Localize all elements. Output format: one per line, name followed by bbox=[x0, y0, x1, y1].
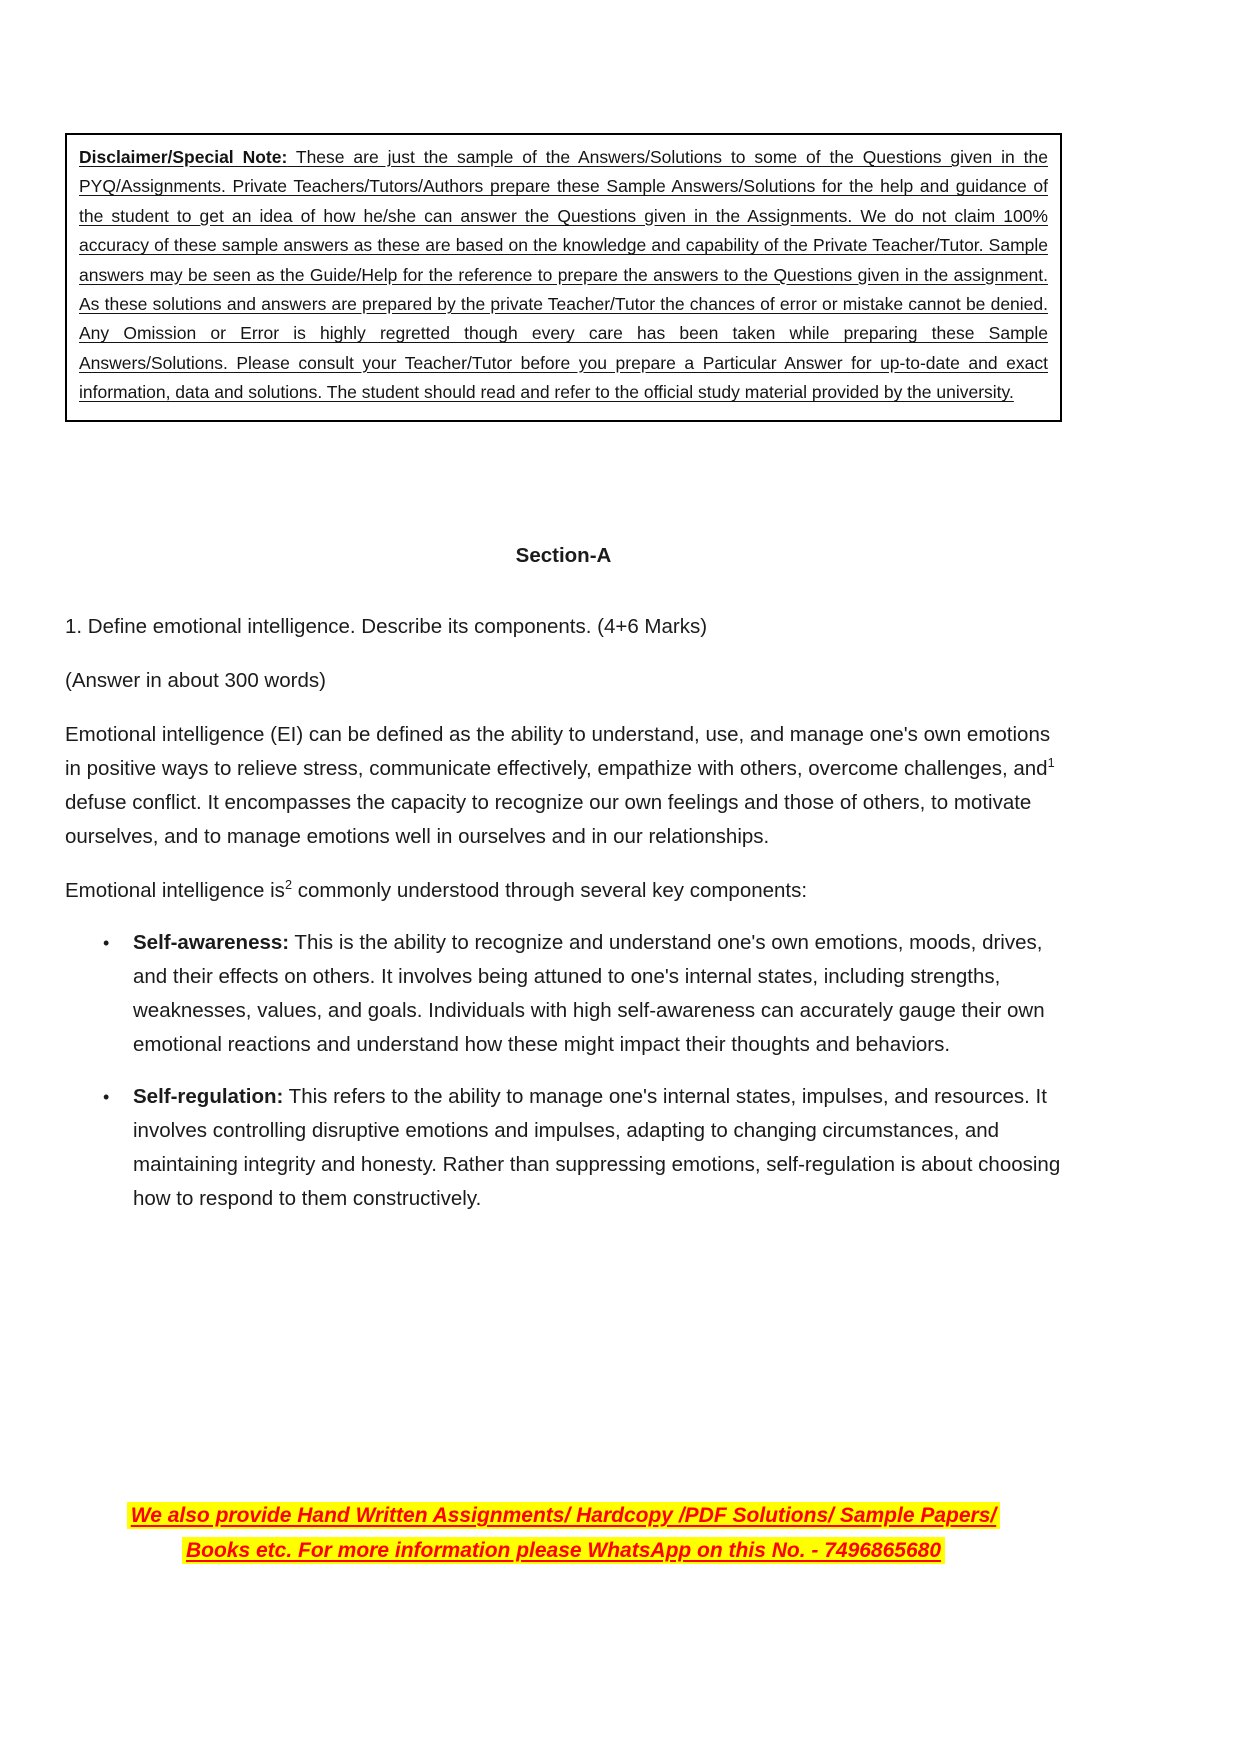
footnote-marker-2: 2 bbox=[284, 876, 293, 892]
bullet-item-self-awareness bbox=[65, 926, 1062, 1062]
bullet-text: This refers to the ability to manage one's internal states, impulses, and resources. It involves controlling disruptive emotions and impulses, adapting to changing circumstances, and maintaining integrity and honesty. Rather than suppressing emotions, self-regulation is about choosing how to respond to them constructively. bbox=[133, 1084, 1061, 1210]
document-content bbox=[65, 0, 1062, 1234]
bullet-text: This is the ability to recognize and understand one's own emotions, moods, drives, and their effects on others. It involves being attuned to one's internal states, including strengths, weaknesses, values, and goals. Individuals with high self-awareness can accurately gauge their own emotional reactions and understand how these might impact their thoughts and behaviors. bbox=[133, 930, 1045, 1056]
disclaimer-lead: Disclaimer/Special Note: bbox=[79, 147, 288, 167]
footer-line-2: Books etc. For more information please WhatsApp on this No. - 7496865680 bbox=[182, 1537, 945, 1564]
answer-paragraph-2-text-b: commonly understood through several key components: bbox=[292, 878, 808, 902]
footer-banner bbox=[65, 1498, 1062, 1568]
answer-paragraph-2-text-a: Emotional intelligence is bbox=[65, 878, 285, 902]
disclaimer-box bbox=[65, 133, 1062, 422]
answer-paragraph-1-text-b: defuse conflict. It encompasses the capacity to recognize our own feelings and those of others, to motivate ourselves, and to manage emotions well in ourselves and in our relationships. bbox=[65, 790, 1032, 848]
answer-paragraph-1-text-a: Emotional intelligence (EI) can be defined as the ability to understand, use, and manage one's own emotions in positive ways to relieve stress, communicate effectively, empathize with others, overcome challenges, and bbox=[65, 722, 1051, 780]
bullet-lead: Self-regulation: bbox=[133, 1084, 284, 1108]
footnote-marker-1: 1 bbox=[1047, 754, 1055, 770]
disclaimer-body: These are just the sample of the Answers/Solutions to some of the Questions given in the PYQ/Assignments. Private Teachers/Tutors/Authors prepare these Sample Answers/Solutions for the help and guidance of the student to get an idea of how he/she can answer the Questions given in the Assignments. We do not claim 100% accuracy of these sample answers as these are based on the knowledge and capability of the Private Teacher/Tutor. Sample answers may be seen as the Guide/Help for the reference to prepare the answers to the Questions given in the assignment. As these solutions and answers are prepared by the private Teacher/Tutor the chances of error or mistake cannot be denied. Any Omission or Error is highly regretted though every care has been taken while preparing these Sample Answers/Solutions. Please consult your Teacher/Tutor before you prepare a Particular Answer for up-to-date and exact information, data and solutions. The student should read and refer to the official study material provided by the university. bbox=[79, 147, 1049, 403]
answer-paragraph-2 bbox=[65, 874, 1062, 908]
bullet-lead: Self-awareness: bbox=[133, 930, 290, 954]
bullet-item-self-regulation bbox=[65, 1080, 1062, 1216]
question-text: 1. Define emotional intelligence. Describe its components. (4+6 Marks) bbox=[65, 614, 708, 638]
answer-paragraph-1 bbox=[65, 718, 1062, 854]
section-title: Section-A bbox=[515, 543, 612, 567]
components-bullet-list bbox=[65, 926, 1062, 1216]
footer-line-1: We also provide Hand Written Assignments/ Hardcopy /PDF Solutions/ Sample Papers/ bbox=[127, 1502, 1000, 1529]
answer-word-limit-note: (Answer in about 300 words) bbox=[65, 668, 326, 692]
